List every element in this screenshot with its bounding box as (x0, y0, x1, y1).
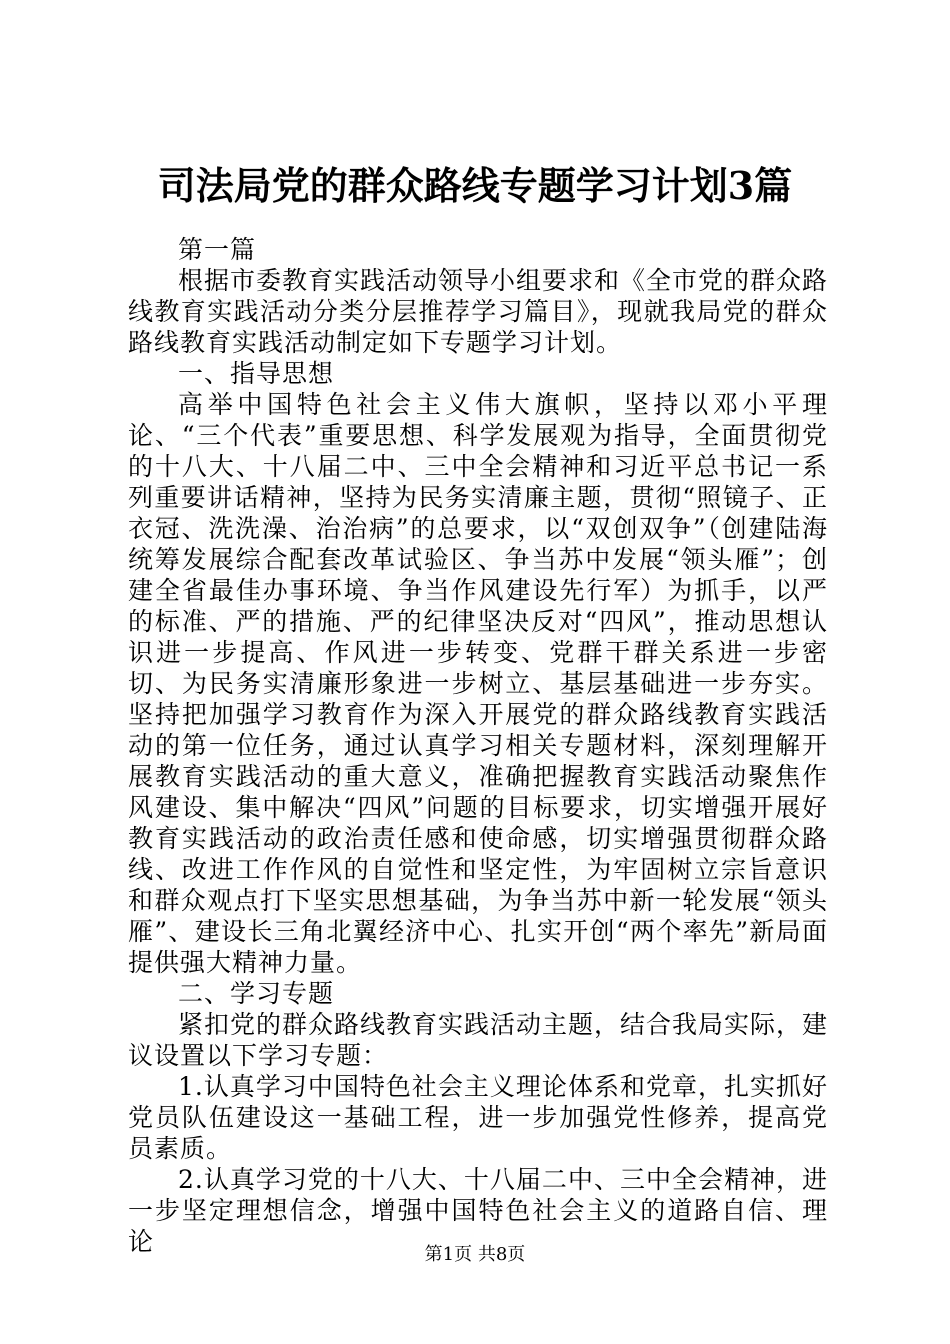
heading-study-topics: 二、学习专题 (178, 979, 335, 1008)
intro-paragraph: 根据市委教育实践活动领导小组要求和《全市党的群众路线教育实践活动分类分层推荐学习篇目》，现就我局党的群众路线教育实践活动制定如下专题学习计划。 (128, 266, 829, 357)
section-label: 第一篇 (178, 235, 257, 264)
heading-guiding-ideology: 一、指导思想 (178, 359, 335, 388)
study-topics-paragraph: 紧扣党的群众路线教育实践活动主题，结合我局实际，建议设置以下学习专题： (128, 1010, 829, 1070)
document-title: 司法局党的群众路线专题学习计划3篇 (157, 163, 793, 208)
page-footer: 第1页 共8页 (424, 1244, 526, 1265)
document-body (128, 234, 828, 1257)
guiding-ideology-paragraph: 高举中国特色社会主义伟大旗帜，坚持以邓小平理论、“三个代表”重要思想、科学发展观为指导，全面贯彻党的十八大、十八届二中、三中全会精神和习近平总书记一系列重要讲话精神，坚持为民务实清廉主题，贯彻“照镜子、正衣冠、洗洗澡、治治病”的总要求，以“双创双争”（创建陆海统筹发展综合配套改革试验区、争当苏中发展“领头雁”；创建全省最佳办事环境、争当作风建设先行军）为抓手，以严的标准、严的措施、严的纪律坚决反对“四风”，推动思想认识进一步提高、作风进一步转变、党群干群关系进一步密切、为民务实清廉形象进一步树立、基层基础进一步夯实。坚持把加强学习教育作为深入开展党的群众路线教育实践活动的第一位任务，通过认真学习相关专题材料，深刻理解开展教育实践活动的重大意义，准确把握教育实践活动聚焦作风建设、集中解决“四风”问题的目标要求，切实增强开展好教育实践活动的政治责任感和使命感，切实增强贯彻群众路线、改进工作作风的自觉性和坚定性，为牢固树立宗旨意识和群众观点打下坚实思想基础，为争当苏中新一轮发展“领头雁”、建设长三角北翼经济中心、扎实开创“两个率先”新局面提供强大精神力量。 (128, 390, 828, 977)
study-topic-item-2: 2.认真学习党的十八大、十八届二中、三中全会精神，进一步坚定理想信念，增强中国特色社会主义的道路自信、理论 (128, 1165, 828, 1256)
study-topic-item-1: 1.认真学习中国特色社会主义理论体系和党章，扎实抓好党员队伍建设这一基础工程，进一步加强党性修养，提高党员素质。 (128, 1072, 828, 1163)
